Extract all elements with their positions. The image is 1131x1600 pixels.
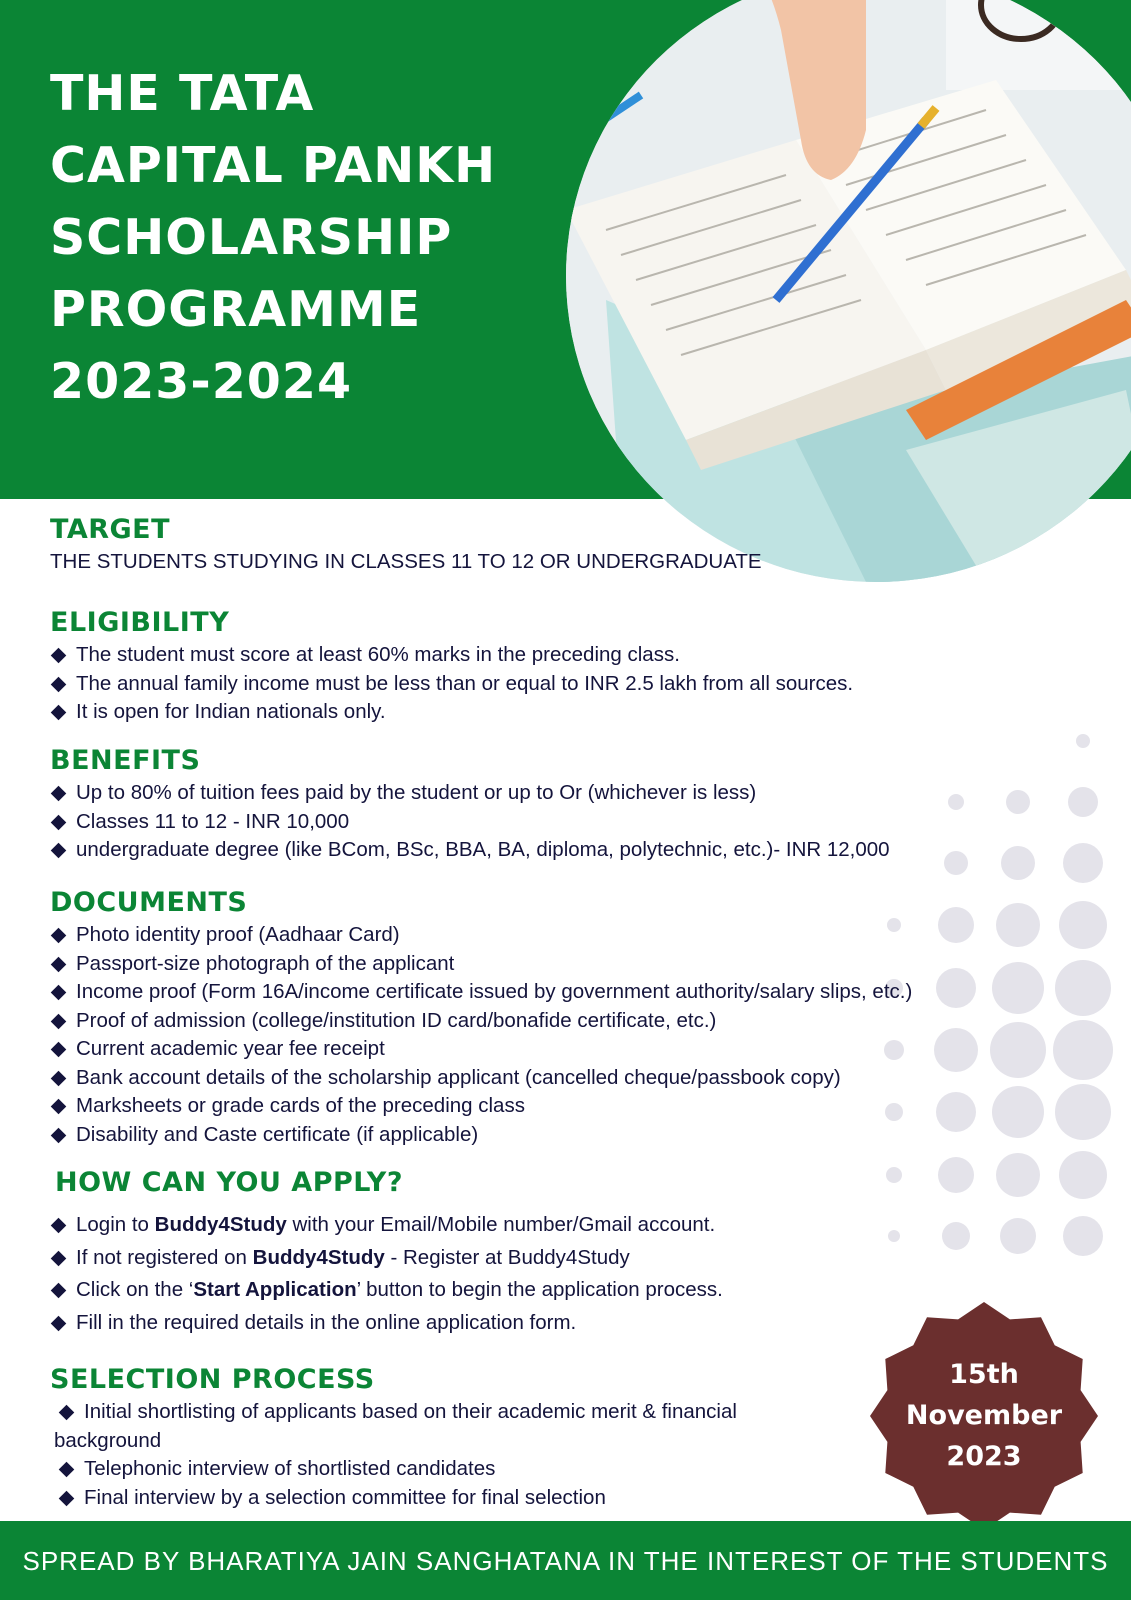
title-line-2: CAPITAL PANKH [50,137,497,194]
list-item-text: Disability and Caste certificate (if applicable) [76,1122,479,1146]
apply-text-after: with your Email/Mobile number/Gmail account. [286,1213,716,1236]
target-text: THE STUDENTS STUDYING IN CLASSES 11 TO 12 OR UNDERGRADUATE [50,550,762,573]
diamond-bullet-icon [51,676,67,692]
list-item [50,1035,1090,1064]
target-heading: TARGET [50,514,171,545]
list-item [50,1242,1090,1275]
diamond-bullet-icon [51,1283,67,1299]
diamond-bullet-icon [51,928,67,944]
documents-section [50,885,1090,1149]
diamond-bullet-icon [51,814,67,830]
title-line-3: SCHOLARSHIP [50,209,453,266]
apply-text-before: Click on the ‘ [76,1278,194,1301]
list-item-text: Photo identity proof (Aadhaar Card) [76,923,400,946]
diamond-bullet-icon [51,1315,67,1331]
selection-section [50,1362,870,1512]
list-item [50,950,1090,979]
list-item-text: The student must score at least 60% marks in the preceding class. [76,643,680,666]
benefits-heading: BENEFITS [50,745,201,776]
benefits-list [50,779,1090,865]
list-item [50,698,1090,727]
deadline-month: November [905,1400,1063,1431]
diamond-bullet-icon [51,985,67,1001]
list-item [50,836,1090,865]
diamond-bullet-icon [59,1405,75,1421]
deadline-year: 2023 [946,1441,1022,1472]
list-item [50,1121,1090,1150]
deadline-badge [868,1300,1100,1532]
list-item-text: Telephonic interview of shortlisted candidates [84,1457,496,1480]
diamond-bullet-icon [51,1099,67,1115]
list-item-text: Bank account details of the scholarship applicant (cancelled cheque/passbook copy) [76,1065,841,1089]
eligibility-heading: ELIGIBILITY [50,607,230,638]
documents-list [50,921,1090,1149]
apply-heading: HOW CAN YOU APPLY? [55,1167,403,1198]
diamond-bullet-icon [51,1042,67,1058]
list-item [50,641,1090,670]
apply-text-before: If not registered on [76,1245,253,1269]
apply-text-before: Fill in the required details in the online application form. [76,1310,577,1334]
diamond-bullet-icon [51,786,67,802]
list-item [50,921,1090,950]
diamond-bullet-icon [59,1490,75,1506]
diamond-bullet-icon [59,1462,75,1478]
start-application-text: Start Application [193,1278,357,1301]
apply-text-after: - Register at Buddy4Study [384,1245,630,1269]
buddy4study-link-text: Buddy4Study [252,1245,385,1269]
list-item [50,779,1090,808]
list-item-text: Marksheets or grade cards of the preceding class [76,1094,525,1117]
footer-text: SPREAD BY BHARATIYA JAIN SANGHATANA IN THE INTEREST OF THE STUDENTS [22,1546,1109,1576]
list-item [54,1455,870,1484]
diamond-bullet-icon [51,956,67,972]
diamond-bullet-icon [51,1218,67,1234]
list-item [50,978,1090,1007]
buddy4study-link-text: Buddy4Study [154,1213,287,1236]
list-item [50,1064,1090,1093]
list-item-text: Up to 80% of tuition fees paid by the student or up to Or (whichever is less) [76,781,757,804]
list-item-text: Passport-size photograph of the applicant [76,951,455,975]
list-item [50,670,1090,699]
diamond-bullet-icon [51,1070,67,1086]
diamond-bullet-icon [51,1127,67,1143]
footer-band [0,1521,1131,1600]
target-section [50,512,1090,576]
list-item [54,1484,870,1513]
deadline-day: 15th [949,1359,1019,1390]
diamond-bullet-icon [51,843,67,859]
list-item-continuation [54,1427,870,1456]
list-item-text: Income proof (Form 16A/income certificate issued by government authority/salary slips, etc.) [76,980,913,1003]
diamond-bullet-icon [51,1250,67,1266]
apply-text-before: Login to [76,1213,155,1236]
list-item-text: The annual family income must be less than or equal to INR 2.5 lakh from all sources. [76,671,854,695]
list-item-text: Final interview by a selection committee for final selection [84,1485,606,1509]
eligibility-section [50,605,1090,727]
list-item-text: It is open for Indian nationals only. [76,700,386,723]
eligibility-list [50,641,1090,727]
list-item-text: Proof of admission (college/institution ID card/bonafide certificate, etc.) [76,1008,717,1032]
list-item-text: Initial shortlisting of applicants based on their academic merit & financial [84,1400,737,1423]
title-line-4: PROGRAMME [50,281,422,338]
documents-heading: DOCUMENTS [50,887,248,918]
list-item [50,1007,1090,1036]
benefits-section [50,743,1090,865]
list-item-text: background [54,1428,162,1452]
list-item [50,808,1090,837]
list-item [50,1092,1090,1121]
deadline-date [868,1354,1100,1477]
list-item-text: Current academic year fee receipt [76,1037,385,1060]
page-title [50,58,580,418]
diamond-bullet-icon [51,648,67,664]
selection-list [54,1398,870,1512]
title-line-5: 2023-2024 [50,353,353,410]
list-item-text: Classes 11 to 12 - INR 10,000 [76,809,350,833]
list-item [54,1398,870,1427]
apply-text-after: ’ button to begin the application process. [356,1278,723,1301]
diamond-bullet-icon [51,1013,67,1029]
diamond-bullet-icon [51,705,67,721]
selection-heading: SELECTION PROCESS [50,1364,375,1395]
title-line-1: THE TATA [50,65,315,122]
list-item-text: undergraduate degree (like BCom, BSc, BBA, BA, diploma, polytechnic, etc.)- INR 12,000 [76,838,890,861]
list-item [50,1209,1090,1242]
